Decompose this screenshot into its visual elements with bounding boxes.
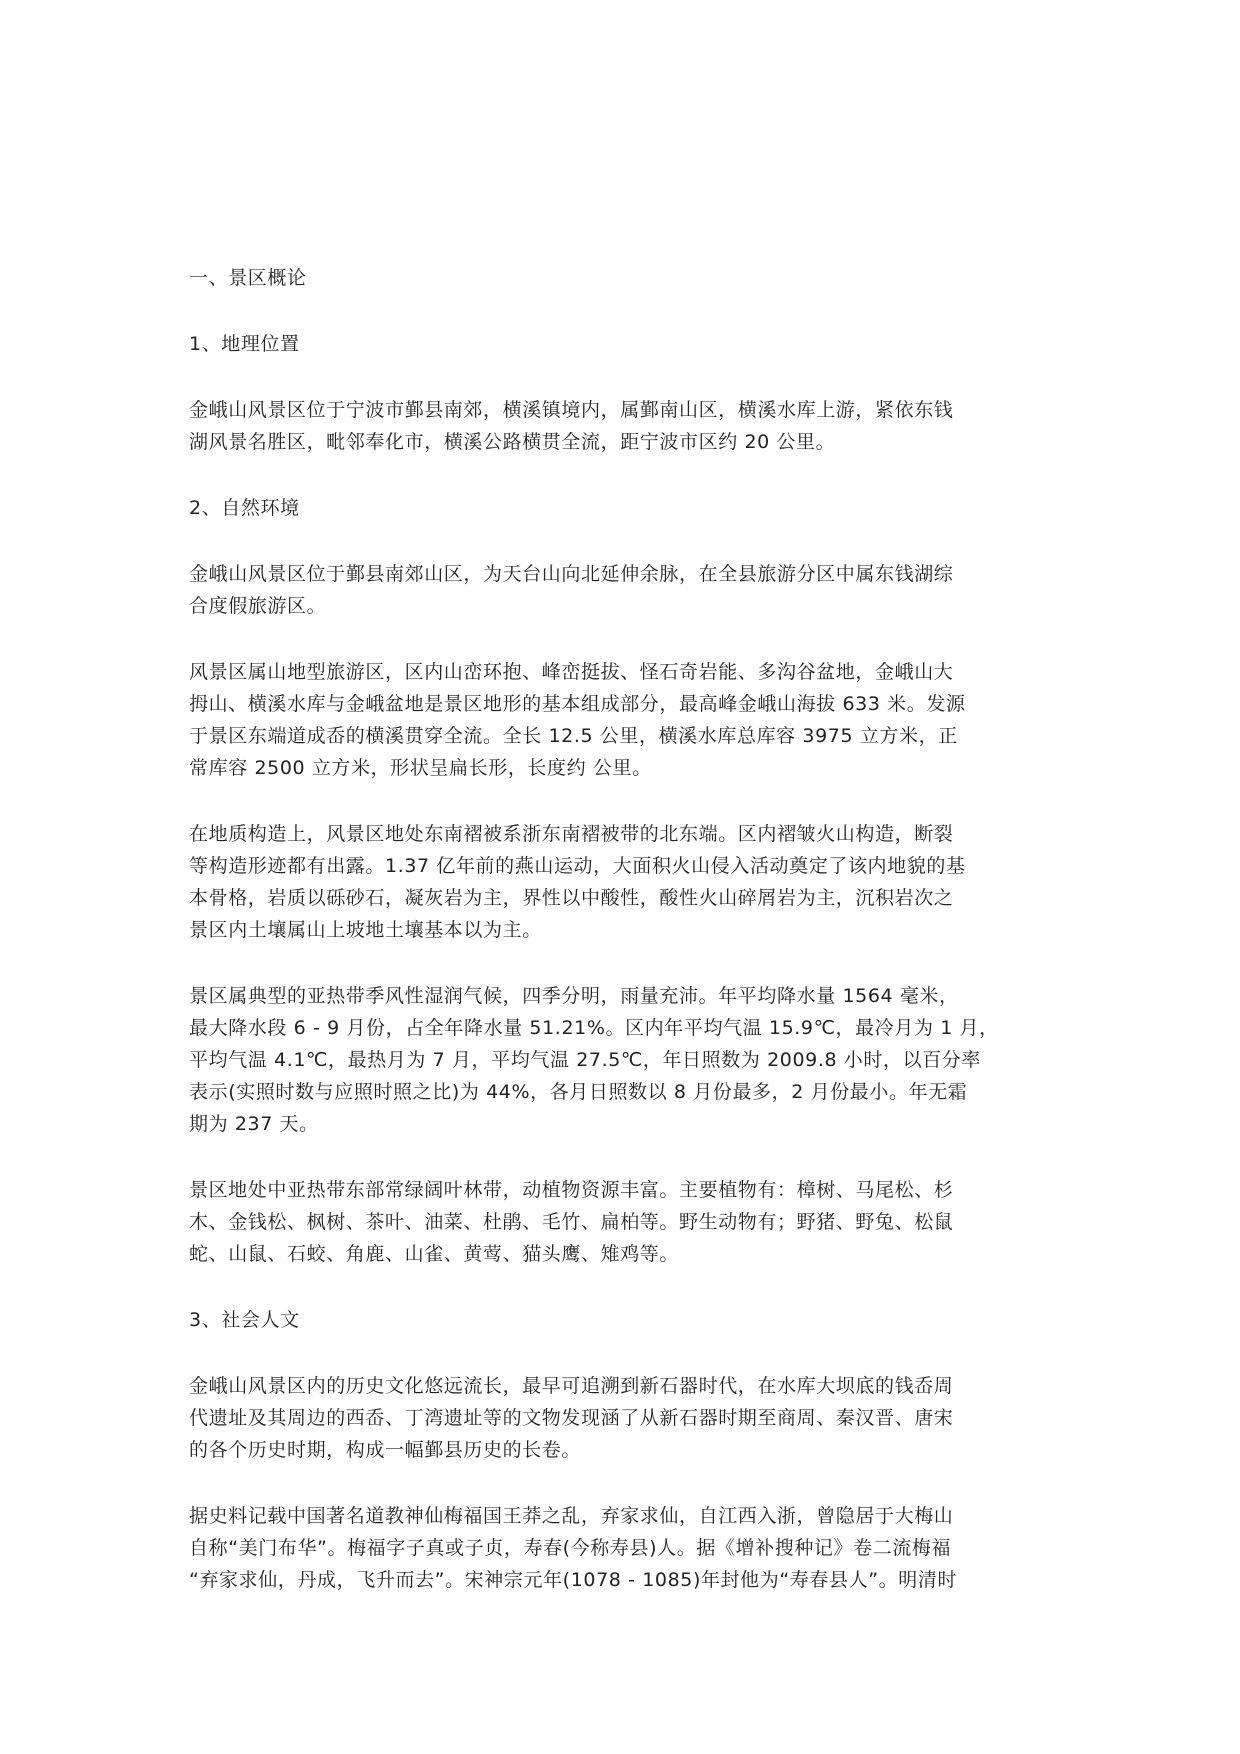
paragraph-line: 表示(实照时数与应照时照之比)为 44%，各月日照数以 8 月份最多，2 月份最小。年无霜 [189, 1081, 968, 1103]
paragraph-legend-meifu [189, 1500, 1089, 1596]
paragraph-flora-fauna [189, 1174, 1089, 1270]
paragraph-line: 的各个历史时期，构成一幅鄞县历史的长卷。 [189, 1439, 582, 1461]
paragraph-line: 金峨山风景区位于鄞县南郊山区，为天台山向北延伸余脉，在全县旅游分区中属东钱湖综 [189, 563, 954, 585]
subheading-social-culture: 3、社会人文 [189, 1309, 300, 1331]
paragraph-line: 在地质构造上，风景区地处东南褶被系浙东南褶被带的北东端。区内褶皱火山构造，断裂 [189, 823, 954, 845]
paragraph-climate [189, 980, 1089, 1140]
paragraph-line: 等构造形迹都有出露。1.37 亿年前的燕山运动，大面积火山侵入活动奠定了该内地貌的基 [189, 855, 966, 877]
subheading-geographic-location: 1、地理位置 [189, 333, 300, 355]
paragraph-line: 常库容 2500 立方米，形状呈扁长形，长度约 公里。 [189, 757, 652, 779]
paragraph-line: 本骨格，岩质以砾砂石，凝灰岩为主，界性以中酸性，酸性火山碎屑岩为主，沉积岩次之 [189, 887, 954, 909]
paragraph-history [189, 1370, 1089, 1466]
section-title: 一、景区概论 [189, 267, 307, 289]
paragraph-line: 景区地处中亚热带东部常绿阔叶林带，动植物资源丰富。主要植物有：樟树、马尾松、杉 [189, 1179, 954, 1201]
paragraph-line: 景区内土壤属山上坡地土壤基本以为主。 [189, 919, 542, 941]
paragraph-line: 于景区东端道成岙的横溪贯穿全流。全长 12.5 公里，横溪水库总库容 3975 立方米，正 [189, 725, 958, 747]
paragraph-line: 期为 237 天。 [189, 1113, 319, 1135]
paragraph-line: 蛇、山鼠、石蛟、角鹿、山雀、黄莺、猫头鹰、雉鸡等。 [189, 1243, 680, 1265]
paragraph-line: 合度假旅游区。 [189, 595, 327, 617]
paragraph-line: 据史料记载中国著名道教神仙梅福国王莽之乱，弃家求仙，自江西入浙，曾隐居于大梅山 [189, 1505, 954, 1527]
paragraph-line: 拇山、横溪水库与金峨盆地是景区地形的基本组成部分，最高峰金峨山海拔 633 米。发源 [189, 693, 966, 715]
paragraph-terrain [189, 656, 1089, 784]
paragraph-geology [189, 818, 1089, 946]
paragraph-location-overview [189, 558, 1089, 622]
paragraph-line: 金峨山风景区位于宁波市鄞县南郊，横溪镇境内，属鄞南山区，横溪水库上游，紧依东钱 [189, 399, 954, 421]
paragraph-line: 平均气温 4.1℃，最热月为 7 月，平均气温 27.5℃，年日照数为 2009.8 小时，以百分率 [189, 1049, 982, 1071]
document-body [189, 262, 1089, 1596]
paragraph-line: 最大降水段 6 - 9 月份，占全年降水量 51.21%。区内年平均气温 15.9℃，最冷月为 1 月， [189, 1017, 999, 1039]
paragraph-line: “弃家求仙，丹成，飞升而去”。宋神宗元年(1078 - 1085)年封他为“寿春县人”。明清时 [189, 1569, 958, 1591]
paragraph-line: 金峨山风景区内的历史文化悠远流长，最早可追溯到新石器时代，在水库大坝底的钱岙周 [189, 1375, 954, 1397]
paragraph-line: 自称“美门布华”。梅福字子真或子贞，寿春(今称寿县)人。据《增补搜种记》卷二流梅福 [189, 1537, 952, 1559]
paragraph-line: 景区属典型的亚热带季风性湿润气候，四季分明，雨量充沛。年平均降水量 1564 毫米， [189, 985, 959, 1007]
paragraph-location [189, 394, 1089, 458]
paragraph-line: 风景区属山地型旅游区，区内山峦环抱、峰峦挺拔、怪石奇岩能、多沟谷盆地，金峨山大 [189, 661, 954, 683]
paragraph-line: 木、金钱松、枫树、茶叶、油菜、杜鹃、毛竹、扁柏等。野生动物有；野猪、野兔、松鼠 [189, 1211, 954, 1233]
subheading-natural-environment: 2、自然环境 [189, 497, 300, 519]
paragraph-line: 代遗址及其周边的西岙、丁湾遗址等的文物发现涵了从新石器时期至商周、秦汉晋、唐宋 [189, 1407, 954, 1429]
paragraph-line: 湖风景名胜区，毗邻奉化市，横溪公路横贯全流，距宁波市区约 20 公里。 [189, 431, 836, 453]
